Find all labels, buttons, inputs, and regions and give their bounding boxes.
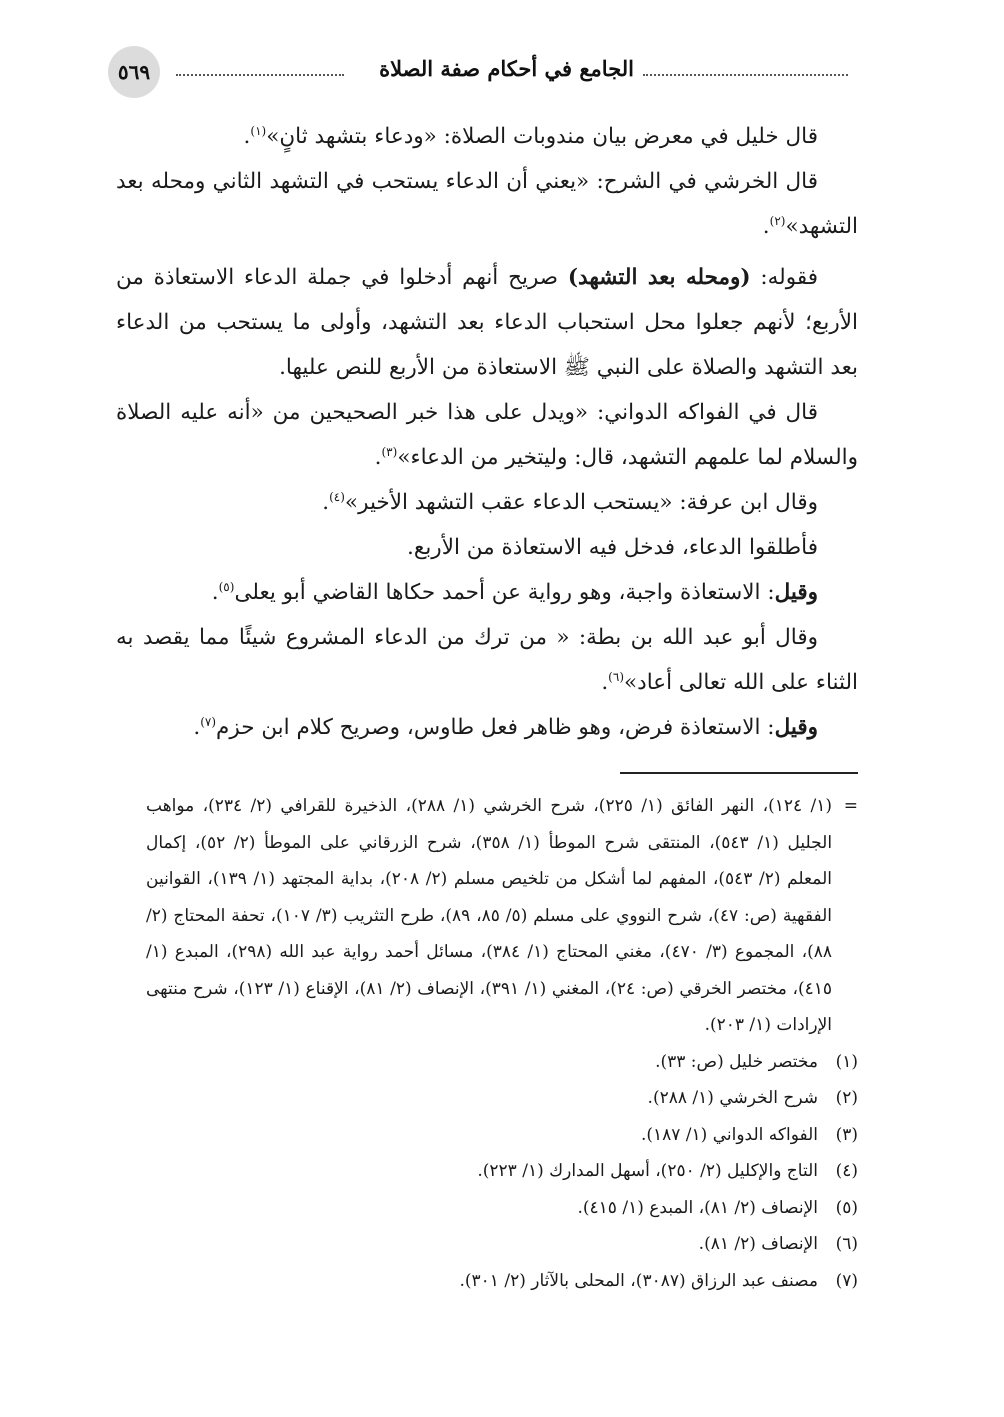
header-dotted-leader-left [176, 74, 344, 76]
bold-quote: (ومحله بعد التشهد) [567, 265, 751, 290]
paragraph-3: فقوله: (ومحله بعد التشهد) صريح أنهم أدخلوا في جملة الدعاء الاستعاذة من الأربع؛ لأنهم جعلوا محل استحباب الدعاء بعد التشهد، وأولى ما يستحب من الدعاء بعد التشهد والصلاة على النبي ﷺ الاستعاذة من الأربع للنص عليها. [116, 265, 858, 380]
footnote-ref-2[interactable]: (٢) [769, 213, 786, 228]
bold-label-qil-2: وقيل [774, 715, 818, 740]
running-title: الجامع في أحكام صفة الصلاة [379, 56, 634, 81]
footnote-6: (٦) الإنصاف (٢/ ٨١). [698, 1234, 858, 1254]
bold-label-qil: وقيل [774, 580, 818, 605]
paragraph-2: قال الخرشي في الشرح: «يعني أن الدعاء يستحب في التشهد الثاني ومحله بعد التشهد»$^{(٢)}$. [116, 169, 858, 239]
footnote-ref-7[interactable]: (٧) [200, 714, 217, 729]
paragraph-1: قال خليل في معرض بيان مندوبات الصلاة: «ودعاء بتشهد ثانٍ»$^{(١)}$. [243, 123, 818, 149]
page-header [108, 46, 848, 98]
header-dotted-leader-right [643, 74, 848, 76]
footnote-7: (٧) مصنف عبد الرزاق (٣٠٨٧)، المحلى بالآثار (٢/ ٣٠١). [459, 1270, 858, 1291]
footnote-ref-4[interactable]: (٤) [329, 489, 345, 504]
footnote-ref-5[interactable]: (٥) [218, 579, 235, 594]
footnote-ref-6[interactable]: (٦) [608, 669, 624, 684]
continuation-mark: = [843, 796, 858, 816]
paragraph-4: قال في الفواكه الدواني: «ويدل على هذا خبر الصحيحين من «أنه عليه الصلاة والسلام لما علمهم التشهد، قال: وليتخير من الدعاء»$^{(٣)}$. [116, 400, 858, 470]
footnote-separator [620, 772, 858, 774]
footnotes [146, 788, 858, 1299]
footnote-2: (٢) شرح الخرشي (١/ ٢٨٨). [647, 1088, 858, 1108]
footnote-1: (١) مختصر خليل (ص: ٣٣). [655, 1051, 858, 1072]
paragraph-6: فأطلقوا الدعاء، فدخل فيه الاستعاذة من الأربع. [407, 535, 818, 560]
paragraph-9: وقيل: الاستعاذة فرض، وهو ظاهر فعل طاوس، وصريح كلام ابن حزم$^{(٧)}$. [193, 714, 818, 740]
footnote-ref-3[interactable]: (٣) [381, 444, 398, 459]
footnote-continued [146, 788, 858, 1044]
footnote-5: (٥) الإنصاف (٢/ ٨١)، المبدع (١/ ٤١٥). [577, 1197, 858, 1218]
paragraph-5: وقال ابن عرفة: «يستحب الدعاء عقب التشهد الأخير»$^{(٤)}$. [322, 489, 818, 515]
footnote-4: (٤) التاج والإكليل (٢/ ٢٥٠)، أسهل المدارك (١/ ٢٢٣). [477, 1161, 858, 1181]
paragraph-7: وقيل: الاستعاذة واجبة، وهو رواية عن أحمد حكاها القاضي أبو يعلى$^{(٥)}$. [211, 579, 818, 605]
page-number-badge: ٥٦٩ [108, 46, 160, 98]
footnote-continued-text: (١/ ١٢٤)، النهر الفائق (١/ ٢٢٥)، شرح الخرشي (١/ ٢٨٨)، الذخيرة للقرافي (٢/ ٢٣٤)، مواهب الجليل (١/ ٥٤٣)، المنتقى شرح الموطأ (١/ ٣٥٨)، شرح الزرقاني على الموطأ (٢/ ٥٢)، إكمال المعلم (٢/ ٥٤٣)، المفهم لما أشكل من تلخيص مسلم (٢/ ٢٠٨)، بداية المجتهد (١/ ١٣٩)، القوانين الفقهية (ص: ٤٧)، شرح النووي على مسلم (٥/ ٨٥، ٨٩)، طرح التثريب (٣/ ١٠٧)، تحفة المحتاج (٢/ ٨٨)، المجموع (٣/ ٤٧٠)، مغني المحتاج (١/ ٣٨٤)، مسائل أحمد رواية عبد الله (٢٩٨)، المبدع (١/ ٤١٥)، مختصر الخرقي (ص: ٢٤)، المغني (١/ ٣٩١)، الإنصاف (٢/ ٨١)، الإقناع (١/ ١٢٣)، شرح منتهى الإرادات (١/ ٢٠٣). [146, 796, 833, 1035]
footnote-3: (٣) الفواكه الدواني (١/ ١٨٧). [640, 1124, 858, 1145]
footnote-ref-1[interactable]: (١) [250, 123, 267, 138]
paragraph-8: وقال أبو عبد الله بن بطة: « من ترك من الدعاء المشروع شيئًا مما يقصد به الثناء على الله تعالى أعاد»$^{(٦)}$. [116, 625, 858, 695]
main-text [116, 114, 858, 750]
